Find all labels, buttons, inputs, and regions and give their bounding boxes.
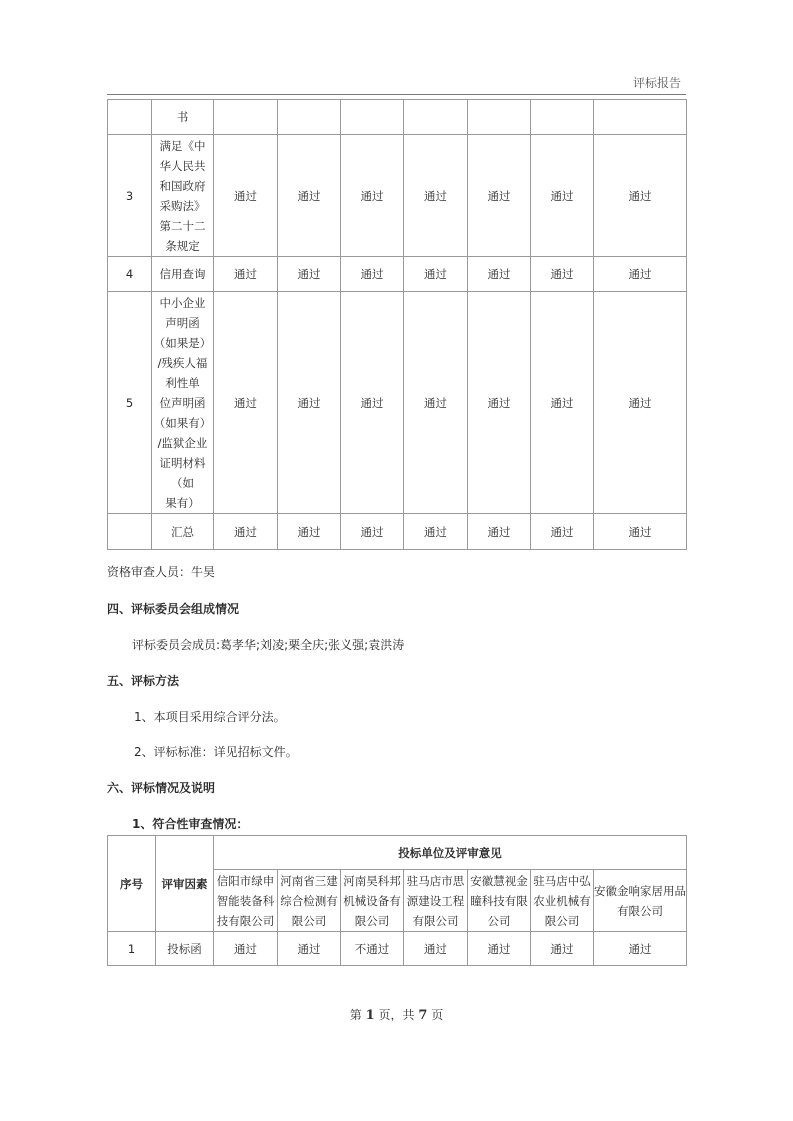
result-cell: 通过 — [531, 135, 594, 257]
col-header-no: 序号 — [108, 836, 156, 932]
bidder-name-line: 综合检测有 — [280, 893, 338, 908]
review-factor-line: 条规定 — [165, 238, 200, 253]
bidder-name-line: 信阳市绿申 — [216, 873, 275, 888]
review-factor-line: （如果有） — [153, 415, 212, 430]
result-cell: 通过 — [531, 292, 594, 514]
section-committee-heading: 四、评标委员会组成情况 — [107, 602, 240, 616]
review-factor-line: 声明函 — [165, 315, 200, 330]
result-cell — [594, 100, 687, 135]
table-row — [108, 514, 687, 550]
bidder-name-line: 限公司 — [354, 913, 390, 928]
method-item-2: 2、评标标准：详见招标文件。 — [134, 745, 298, 759]
section-evaluation-heading: 六、评标情况及说明 — [107, 781, 216, 795]
review-factor-line: 采购法》 — [159, 198, 206, 213]
review-factor-line: 位声明函 — [159, 395, 206, 410]
bidder-name-line: 公司 — [487, 913, 511, 928]
review-factor-line: 证明材料 — [159, 455, 206, 470]
result-cell: 通过 — [214, 292, 278, 514]
result-cell: 通过 — [594, 135, 687, 257]
footer-prefix: 第 — [349, 1008, 362, 1022]
bidder-name-line: 农业机械有 — [533, 893, 591, 908]
result-cell: 通过 — [404, 135, 468, 257]
review-factor-line: （如果是） — [153, 335, 212, 350]
review-factor-line: 第二十二 — [159, 218, 206, 233]
section-method-heading: 五、评标方法 — [107, 674, 180, 688]
result-cell: 通过 — [594, 932, 687, 966]
result-cell: 通过 — [278, 514, 341, 550]
bidder-header-cell — [594, 870, 687, 932]
result-cell: 通过 — [404, 514, 468, 550]
row-number-cell: 1 — [108, 932, 156, 966]
result-cell — [214, 100, 278, 135]
result-cell: 通过 — [278, 135, 341, 257]
result-cell — [468, 100, 531, 135]
result-cell: 不通过 — [341, 932, 404, 966]
result-cell: 通过 — [468, 257, 531, 292]
bidder-name-line: 瞳科技有限 — [470, 893, 528, 908]
review-factor-line: 利性单 — [165, 375, 200, 390]
bidder-name-line: 有限公司 — [412, 913, 459, 928]
table-row — [108, 100, 687, 135]
result-cell: 通过 — [468, 932, 531, 966]
table-row — [108, 292, 687, 514]
qualification-reviewer: 资格审查人员：牛昊 — [107, 565, 216, 579]
result-cell: 通过 — [214, 135, 278, 257]
bidder-header-cell — [468, 870, 531, 932]
result-cell: 通过 — [214, 257, 278, 292]
bidder-header-cell — [278, 870, 341, 932]
result-cell: 通过 — [214, 514, 278, 550]
qualification-review-table — [107, 99, 687, 550]
committee-members: 评标委员会成员:葛孝华;刘凌;栗全庆;张义强;袁洪涛 — [132, 638, 405, 652]
row-number-cell: 3 — [108, 135, 152, 257]
review-factor-cell — [152, 100, 214, 135]
review-factor-line: 满足《中 — [159, 138, 206, 153]
bidder-header-cell — [404, 870, 468, 932]
result-cell: 通过 — [468, 135, 531, 257]
row-number-cell — [108, 100, 152, 135]
result-cell — [341, 100, 404, 135]
bidder-name-line: 机械设备有 — [343, 893, 401, 908]
page-footer — [0, 1006, 793, 1023]
result-cell: 通过 — [531, 514, 594, 550]
bidder-name-line: 安徽慧视金 — [470, 873, 528, 888]
bidder-name-line: 限公司 — [544, 913, 580, 928]
table-row — [108, 257, 687, 292]
result-cell: 通过 — [278, 257, 341, 292]
result-cell: 通过 — [214, 932, 278, 966]
footer-page-number: 1 — [365, 1008, 375, 1023]
report-header-title: 评标报告 — [632, 76, 681, 90]
result-cell: 通过 — [468, 292, 531, 514]
footer-middle: 页，共 — [378, 1008, 415, 1022]
table-row — [108, 135, 687, 257]
result-cell: 通过 — [341, 257, 404, 292]
result-cell — [278, 100, 341, 135]
result-cell: 通过 — [531, 932, 594, 966]
review-factor-cell — [152, 135, 214, 257]
review-factor-cell: 投标函 — [156, 932, 214, 966]
bidder-header-cell — [214, 870, 278, 932]
result-cell: 通过 — [531, 257, 594, 292]
review-factor-line: （如 — [171, 475, 194, 490]
review-factor-line: /监狱企业 — [157, 435, 208, 450]
bidder-header-cell — [531, 870, 594, 932]
result-cell — [404, 100, 468, 135]
footer-suffix: 页 — [431, 1008, 444, 1022]
review-factor-line: 和国政府 — [159, 178, 206, 193]
result-cell: 通过 — [341, 514, 404, 550]
bidder-name-line: 限公司 — [291, 913, 327, 928]
bidder-name-line: 河南省三建 — [280, 873, 338, 888]
review-factor-line: 果有） — [165, 495, 200, 510]
result-cell: 通过 — [404, 292, 468, 514]
header-divider — [107, 94, 686, 95]
bidder-name-line: 有限公司 — [617, 903, 664, 918]
review-factor-line: 华人民共 — [159, 158, 206, 173]
bidder-name-line: 河南昊科邦 — [343, 873, 401, 888]
result-cell: 通过 — [594, 292, 687, 514]
bidder-name-line: 驻马店市思 — [406, 873, 465, 888]
col-header-bidders-group: 投标单位及评审意见 — [214, 836, 687, 870]
footer-total-pages: 7 — [418, 1008, 428, 1023]
review-factor-line: 汇总 — [171, 524, 194, 539]
review-factor-line: 中小企业 — [159, 295, 206, 310]
review-factor-cell — [152, 257, 214, 292]
result-cell: 通过 — [404, 257, 468, 292]
conformity-review-heading: 1、符合性审查情况： — [132, 817, 249, 831]
result-cell: 通过 — [404, 932, 468, 966]
bidder-name-line: 源建设工程 — [406, 893, 465, 908]
bidder-name-line: 驻马店中弘 — [533, 873, 591, 888]
review-factor-cell — [152, 292, 214, 514]
row-number-cell — [108, 514, 152, 550]
result-cell: 通过 — [341, 292, 404, 514]
table-row — [108, 932, 687, 966]
method-item-1: 1、本项目采用综合评分法。 — [134, 710, 286, 724]
review-factor-cell — [152, 514, 214, 550]
bidder-header-cell — [341, 870, 404, 932]
col-header-factor: 评审因素 — [156, 836, 214, 932]
result-cell: 通过 — [594, 514, 687, 550]
bidder-name-line: 智能装备科 — [216, 893, 275, 908]
bidder-name-line: 安徽金响家居用品 — [594, 883, 687, 898]
bidder-name-line: 技有限公司 — [216, 913, 275, 928]
review-factor-line: 书 — [176, 110, 189, 124]
result-cell: 通过 — [594, 257, 687, 292]
result-cell: 通过 — [278, 292, 341, 514]
review-factor-line: /残疾人福 — [157, 355, 208, 370]
row-number-cell: 5 — [108, 292, 152, 514]
conformity-review-table — [107, 835, 687, 966]
row-number-cell: 4 — [108, 257, 152, 292]
result-cell: 通过 — [341, 135, 404, 257]
result-cell: 通过 — [468, 514, 531, 550]
result-cell — [531, 100, 594, 135]
review-factor-line: 信用查询 — [159, 267, 206, 281]
result-cell: 通过 — [278, 932, 341, 966]
